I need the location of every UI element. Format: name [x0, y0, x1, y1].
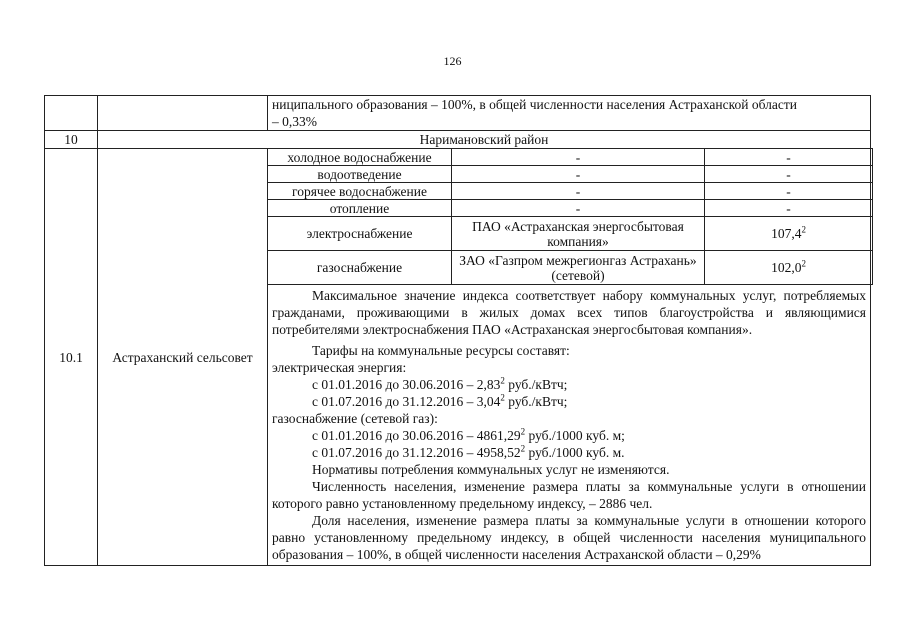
- service-provider: -: [452, 149, 705, 166]
- cont-text-line1: ниципального образования – 100%, в общей численности населения Астраханской области: [272, 97, 797, 112]
- service-provider: -: [452, 200, 705, 217]
- continuation-row: [45, 96, 871, 131]
- service-index: [705, 200, 873, 217]
- desc-gas-line-1: с 01.01.2016 до 30.06.2016 – 4861,29$^2$ руб./1000 куб. м;: [312, 426, 625, 443]
- desc-paragraph-3: Нормативы потребления коммунальных услуг не изменяются.: [312, 462, 670, 477]
- desc-elec-line-2: с 01.07.2016 до 31.12.2016 – 3,04$^2$ руб./кВтч;: [312, 392, 568, 409]
- service-name: газоснабжение: [268, 251, 452, 285]
- service-index: [705, 217, 873, 251]
- service-index-value: -: [786, 166, 791, 182]
- service-index-value: 107,4: [771, 226, 802, 241]
- service-row: [268, 166, 873, 183]
- desc-paragraph-2: Тарифы на коммунальные ресурсы составят:: [312, 343, 570, 358]
- service-row: [268, 183, 873, 200]
- desc-gas-line-2: с 01.07.2016 до 31.12.2016 – 4958,52$^2$ руб./1000 куб. м.: [312, 443, 625, 460]
- item-name: Астраханский сельсовет: [98, 149, 268, 566]
- service-name: отопление: [268, 200, 452, 217]
- service-row: [268, 149, 873, 166]
- service-name: горячее водоснабжение: [268, 183, 452, 200]
- service-row: [268, 217, 873, 251]
- service-provider: -: [452, 183, 705, 200]
- service-index-value: -: [786, 200, 791, 216]
- desc-paragraph-5: Доля населения, изменение размера платы за коммунальные услуги в отношении которого равно установленному предельному индексу, в общей численности населения муниципального образования – 100%, в общей численности населения Астраханской области – 0,29%: [272, 513, 866, 562]
- service-index-value: -: [786, 149, 791, 165]
- district-row: [45, 131, 871, 149]
- desc-paragraph-4: Численность населения, изменение размера платы за коммунальные услуги в отношении которого равно установленному предельному индексу, – 2886 чел.: [272, 479, 866, 511]
- cont-text-cell: [268, 96, 871, 131]
- desc-gas-label: газоснабжение (сетевой газ):: [272, 411, 438, 426]
- desc-paragraph-1: Максимальное значение индекса соответствует набору коммунальных услуг, потребляемых гражданами, проживающими в жилых домах всех типов благоустройства и являющимися потребителями электроснабжения ПАО «Астраханская энергосбытовая компания».: [272, 288, 866, 337]
- service-name: электроснабжение: [268, 217, 452, 251]
- district-name: Наримановский район: [98, 131, 871, 149]
- service-provider: ЗАО «Газпром межрегионгаз Астрахань» (сетевой): [452, 251, 705, 285]
- service-row: [268, 200, 873, 217]
- description-cell: [268, 285, 871, 566]
- service-index-value: -: [786, 183, 791, 199]
- service-name: водоотведение: [268, 166, 452, 183]
- service-index: [705, 166, 873, 183]
- cont-name-cell: [98, 96, 268, 131]
- service-index-value: 102,0: [771, 260, 802, 275]
- services-cell: [268, 149, 871, 285]
- cont-text-line2: – 0,33%: [272, 114, 317, 129]
- service-provider: -: [452, 166, 705, 183]
- service-provider: ПАО «Астраханская энергосбытовая компания»: [452, 217, 705, 251]
- desc-elec-label: электрическая энергия:: [272, 360, 407, 375]
- cont-num-cell: [45, 96, 98, 131]
- service-row: [268, 251, 873, 285]
- tariff-table: [44, 95, 871, 566]
- page-number: 126: [443, 54, 462, 68]
- service-name: холодное водоснабжение: [268, 149, 452, 166]
- service-index-footnote: 2: [801, 224, 806, 235]
- desc-elec-line-1: с 01.01.2016 до 30.06.2016 – 2,83$^2$ руб./кВтч;: [312, 375, 568, 392]
- service-index: [705, 251, 873, 285]
- services-subtable: [267, 148, 873, 285]
- services-row: [45, 149, 871, 285]
- service-index: [705, 183, 873, 200]
- service-index-footnote: 2: [801, 258, 806, 269]
- service-index: [705, 149, 873, 166]
- item-number: 10.1: [45, 149, 98, 566]
- district-number: 10: [45, 131, 98, 149]
